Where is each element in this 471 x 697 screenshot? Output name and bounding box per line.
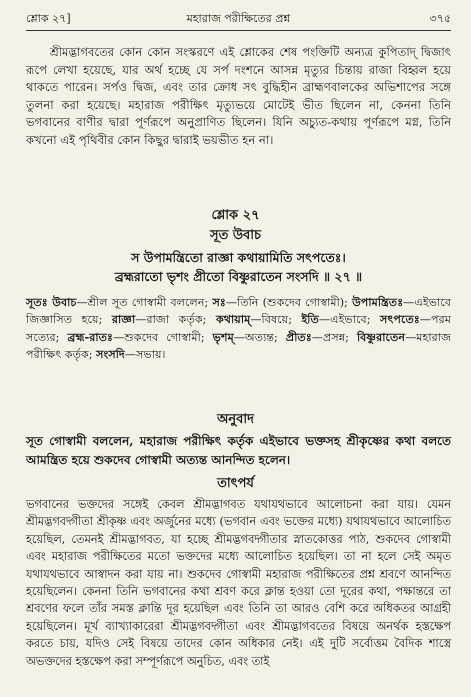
verse-text bbox=[26, 248, 451, 286]
synonym-word: ব্রহ্ম-রাতঃ bbox=[67, 329, 113, 344]
synonym-word: উপামন্ত্রিতঃ bbox=[352, 295, 404, 309]
header-chapter-title: মহারাজ পরীক্ষিতের প্রশ্ন bbox=[186, 12, 291, 25]
synonym-word: সৎপতেঃ bbox=[380, 312, 420, 327]
verse-speaker: সূত উবাচ bbox=[209, 228, 261, 243]
synonym-meaning: —পরম সত্যের; bbox=[26, 313, 451, 344]
header-rule bbox=[26, 30, 451, 31]
synonyms-block bbox=[26, 294, 451, 364]
header-verse-ref: শ্লোক ২৭] bbox=[26, 12, 71, 25]
purport-heading: তাৎপর্য bbox=[217, 476, 254, 491]
synonym-word: রাজ্ঞা bbox=[111, 312, 136, 327]
synonym-meaning: —অত্যন্ত; bbox=[233, 330, 286, 344]
running-header bbox=[26, 10, 451, 28]
verse-line: স উপামন্ত্রিতো রাজ্ঞা কথায়ামিতি সৎপতেঃ। bbox=[131, 250, 346, 265]
synonym-word: কথায়াম্ bbox=[215, 312, 251, 327]
synonym-meaning: —এইভাবে; bbox=[318, 313, 381, 327]
verse-number: শ্লোক ২৭ bbox=[211, 208, 260, 223]
synonym-word: সংসদি bbox=[96, 347, 125, 362]
synonym-meaning: —এইভাবে জিজ্ঞাসিত হয়ে; bbox=[26, 296, 451, 327]
synonym-meaning: —সভায়। bbox=[124, 348, 166, 362]
synonym-word: প্রীতঃ bbox=[285, 329, 312, 344]
synonym-word: সূতঃ উবাচ bbox=[26, 295, 77, 309]
synonym-meaning: —তিনি (শুকদেব গোস্বামী); bbox=[225, 296, 353, 309]
translation-text: সূত গোস্বামী বললেন, মহারাজ পরীক্ষিৎ কর্তৃক এইভাবে ভক্তসহ শ্রীকৃষ্ণের কথা বলতে আমন্ত্রিত হয়ে শুকদেব গোস্বামী অত্যন্ত আনন্দিত হলেন। bbox=[26, 434, 451, 467]
verse-line: ব্রহ্মরাতো ভৃশং প্রীতো বিষ্ণুরাতেন সংসদি ॥ ২৭ ॥ bbox=[114, 269, 363, 284]
synonym-word: ভৃশম্ bbox=[212, 329, 234, 344]
purport-text: ভগবানের ভক্তদের সঙ্গেই কেবল শ্রীমদ্ভাগবত যথাযথভাবে আলোচনা করা যায়। যেমন শ্রীমদ্ভগবদ্গীতা শ্রীকৃষ্ণ এবং অর্জুনের মধ্যে (ভগবান এবং ভক্তের মধ্যে) যথাযথভাবে আলোচিত হয়েছিল, তেমনই শ্রীমদ্ভাগবত, যা হচ্ছে শ্রীমদ্ভগবদ্গীতার স্নাতকোত্তর পাঠ, শুকদেব গোস্বামী এবং মহারাজ পরীক্ষিতের মতো ভক্তদের মধ্যে আলোচিত হয়েছিল। তা না হলে সেই অমৃত যথাযথভাবে আস্বাদন করা যায় না। শুকদেব গোস্বামী মহারাজ পরীক্ষিতের প্রশ্ন শ্রবণে আনন্দিত হয়েছিলেন। কেননা তিনি ভগবানের কথা শ্রবণ করে ক্লান্ত হওয়া তো দূরের কথা, পক্ষান্তরে তা শ্রবণের ফলে তাঁর সমস্ত ক্লান্তি দূর হয়েছিল এবং তিনি তা আরও বেশি করে অধিকতর আগ্রহী হয়েছিলেন। মূর্খ ব্যাখ্যাকারেরা শ্রীমদ্ভগবদ্গীতা এবং শ্রীমদ্ভাগবতের বিষয়ে অনর্থক হস্তক্ষেপ করতে চায়, যদিও সেই বিষয়ে তাদের কোন অধিকার নেই। এই দুটি সর্বোত্তম বৈদিক শাস্ত্রে অভক্তদের হস্তক্ষেপ করা সম্পূর্ণরূপে অনুচিত, এবং তাই bbox=[26, 498, 451, 668]
synonym-meaning: —রাজা কর্তৃক; bbox=[135, 313, 216, 327]
synonym-word: বিষ্ণুরাতেন bbox=[356, 329, 406, 344]
synonym-meaning: —শুকদেব গোস্বামী; bbox=[112, 330, 213, 344]
synonym-word: সঃ bbox=[212, 295, 226, 309]
synonym-meaning: —শ্রীল সূত গোস্বামী বললেন; bbox=[76, 296, 213, 309]
synonym-meaning: —বিষয়ে; bbox=[250, 313, 302, 327]
translation-heading: অনুবাদ bbox=[217, 412, 254, 427]
synonym-meaning: —মহারাজ পরীক্ষিৎ কর্তৃক; bbox=[26, 330, 451, 362]
intro-paragraph: শ্রীমদ্ভাগবতের কোন কোন সংস্করণে এই শ্লোকের শেষ পংক্তিটি অন্যত্র কুপিতাদ্ দ্বিজাৎ রূপে লেখা হয়েছে, যার অর্থ হচ্ছে যে সর্প দংশনে আসন্ন মৃত্যুর চিন্তায় রাজা বিহ্বল হয়ে থাকতে পারেন। সর্পও দ্বিজ, এবং তার ক্রোধ সৎ বুদ্ধিহীন ব্রাহ্মণবালকের অভিশাপের সঙ্গে তুলনা করা হয়েছে। মহারাজ পরীক্ষিৎ মৃত্যুভয়ে মোটেই ভীত ছিলেন না, কেননা তিনি ভগবানের বাণীর দ্বারা পূর্ণরূপে অনুপ্রাণিত ছিলেন। যিনি অচ্যুত-কথায় পূর্ণরূপে মগ্ন, তিনি কখনো এই পৃথিবীর কোন কিছুর দ্বারাই ভয়ভীত হন না। bbox=[26, 45, 451, 147]
page-number: ৩৭৫ bbox=[429, 12, 451, 25]
synonym-word: ইতি bbox=[301, 312, 319, 327]
synonym-meaning: —প্রসন্ন; bbox=[311, 330, 357, 344]
